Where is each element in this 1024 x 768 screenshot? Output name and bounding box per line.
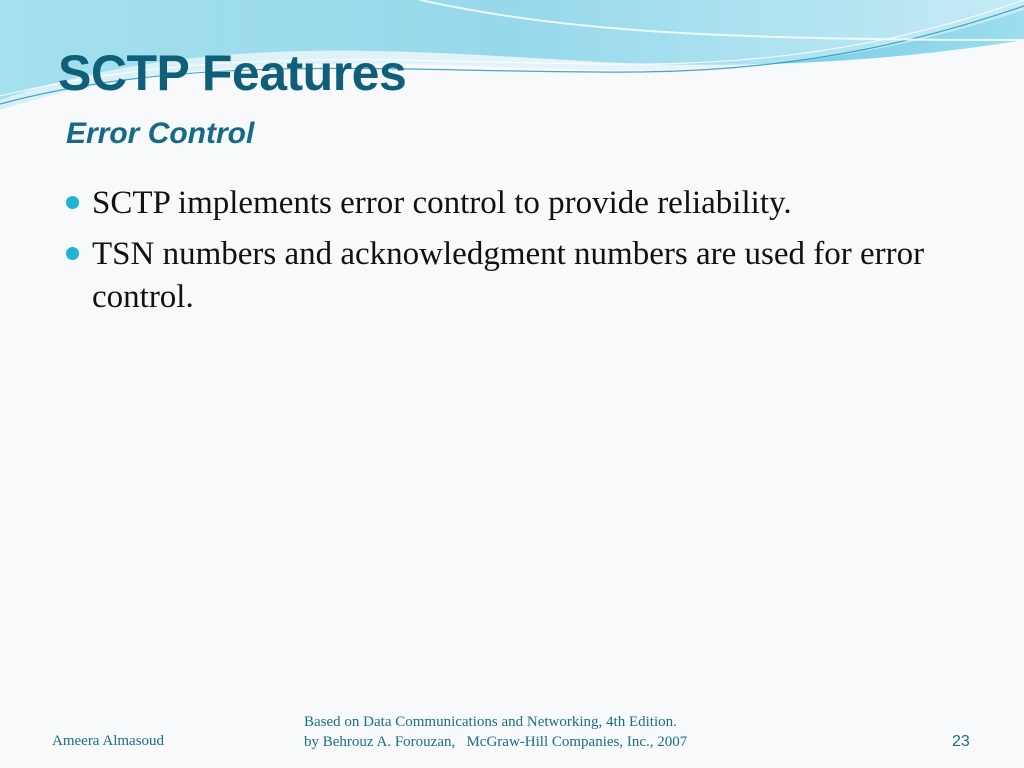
bullet-text: SCTP implements error control to provide reliability. [92,185,792,221]
bullet-item [62,182,962,225]
bullet-text: TSN numbers and acknowledgment numbers are used for error control. [92,236,925,315]
slide-title: SCTP Features [58,45,407,101]
bullet-dot-icon [66,247,79,260]
footer-source-line-2: by Behrouz A. Forouzan, McGraw-Hill Companies, Inc., 2007 [304,734,688,750]
page-number: 23 [952,733,970,750]
bullet-dot-icon [66,196,79,209]
bullet-item [62,233,962,319]
footer-source [304,712,774,752]
footer-source-line-1: Based on Data Communications and Networking, 4th Edition. [304,714,677,730]
bullet-list [62,182,962,327]
slide-subtitle: Error Control [66,117,255,150]
footer-author: Ameera Almasoud [52,733,165,749]
